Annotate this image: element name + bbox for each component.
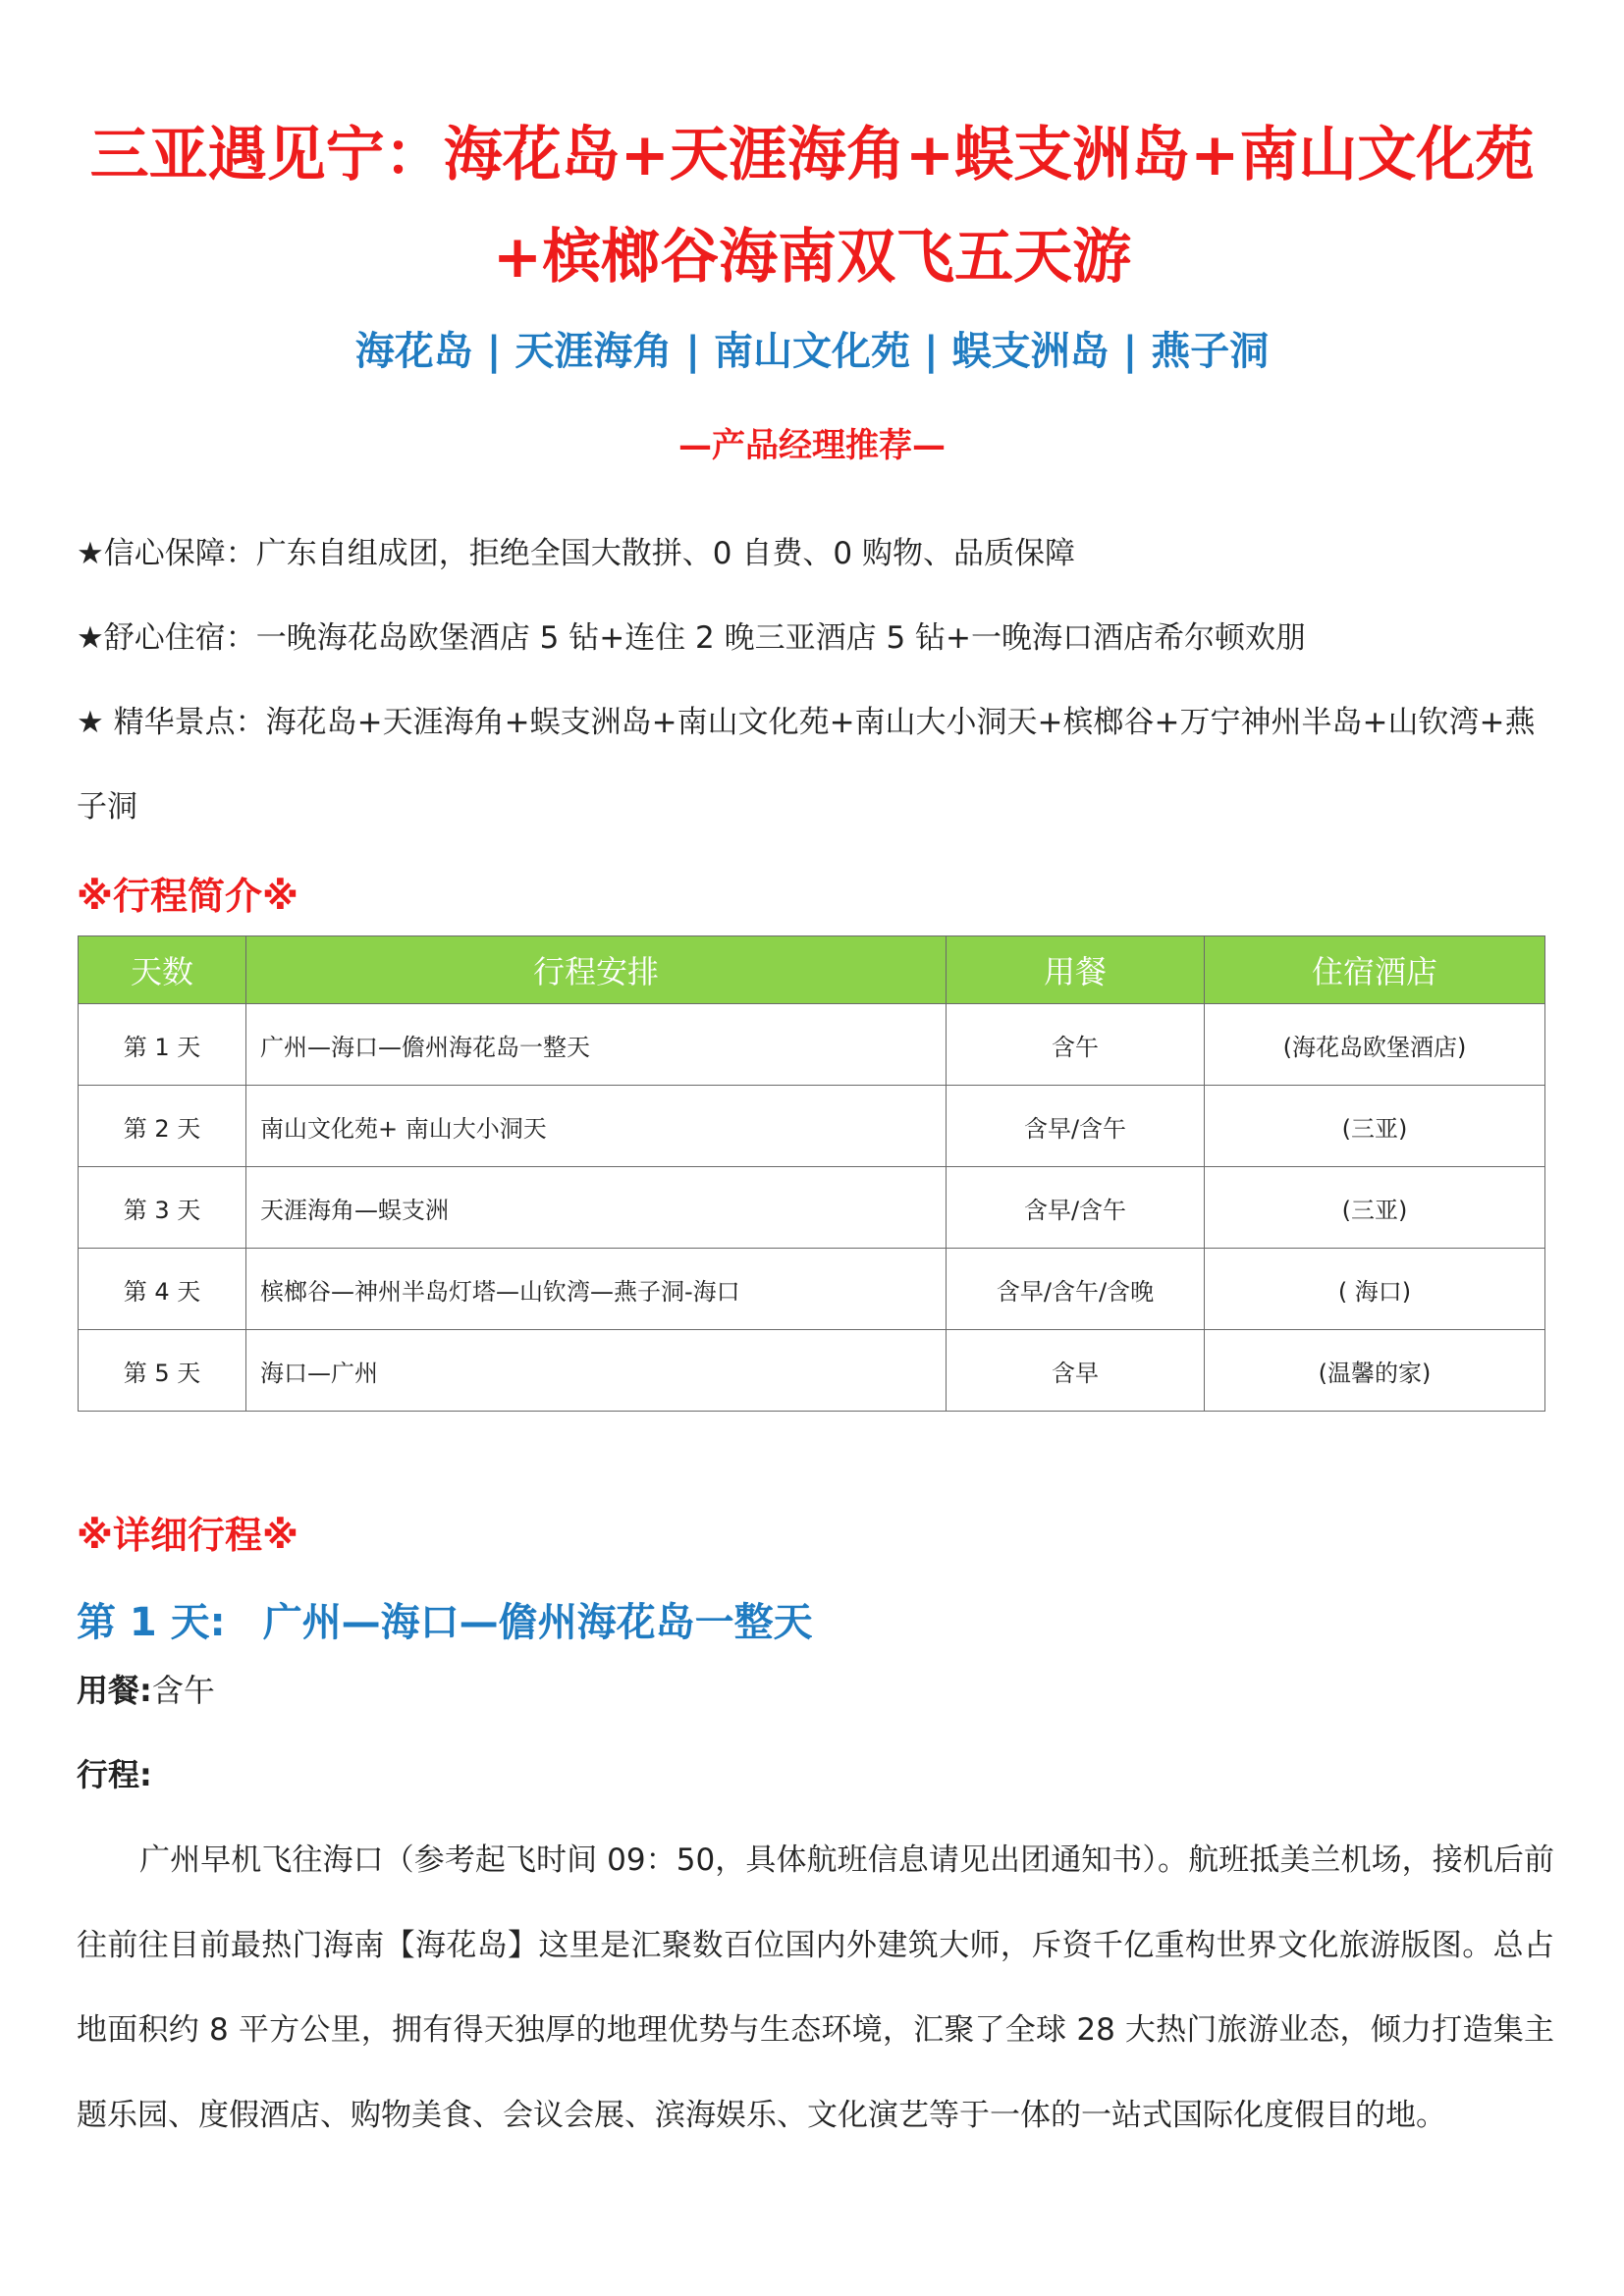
cell-route: 广州—海口—儋州海花岛一整天	[246, 1004, 947, 1086]
meal-label: 用餐:	[77, 1672, 152, 1709]
spot-separator: |	[924, 329, 939, 374]
page-title-line-1: 三亚遇见宁：海花岛+天涯海角+蜈支洲岛+南山文化苑	[89, 121, 1535, 189]
table-row	[79, 1249, 1545, 1330]
table-row	[79, 1086, 1545, 1167]
cell-day: 第 1 天	[79, 1004, 246, 1086]
cell-meals: 含早/含午/含晚	[947, 1249, 1205, 1330]
section-detail-heading: ※详细行程※	[77, 1514, 298, 1557]
header-day: 天数	[79, 936, 246, 1004]
section-summary-heading: ※行程简介※	[77, 875, 298, 918]
page-title-line-2: +槟榔谷海南双飞五天游	[492, 223, 1132, 292]
cell-meals: 含早/含午	[947, 1086, 1205, 1167]
spot-separator: |	[685, 329, 700, 374]
spot-separator: |	[1122, 329, 1138, 374]
cell-hotel: (海花岛欧堡酒店)	[1205, 1004, 1545, 1086]
itinerary-summary-table	[78, 935, 1545, 1412]
header-meals: 用餐	[947, 936, 1205, 1004]
cell-meals: 含早	[947, 1330, 1205, 1412]
cell-hotel: ( 海口)	[1205, 1249, 1545, 1330]
table-row	[79, 1004, 1545, 1086]
spot-separator: |	[486, 329, 502, 374]
cell-day: 第 5 天	[79, 1330, 246, 1412]
cell-route: 南山文化苑+ 南山大小洞天	[246, 1086, 947, 1167]
spot-5: 燕子洞	[1151, 329, 1270, 374]
spot-1: 海花岛	[354, 329, 473, 374]
table-row	[79, 1167, 1545, 1249]
cell-hotel: (温馨的家)	[1205, 1330, 1545, 1412]
header-hotel: 住宿酒店	[1205, 936, 1545, 1004]
header-route: 行程安排	[246, 936, 947, 1004]
cell-hotel: (三亚)	[1205, 1086, 1545, 1167]
cell-day: 第 3 天	[79, 1167, 246, 1249]
bullet-accommodation: ★舒心住宿：一晚海花岛欧堡酒店 5 钻+连住 2 晚三亚酒店 5 钻+一晚海口酒店希尔顿欢朋	[77, 620, 1307, 656]
product-manager-recommend: —产品经理推荐—	[678, 426, 946, 465]
cell-route: 海口—广州	[246, 1330, 947, 1412]
cell-day: 第 4 天	[79, 1249, 246, 1330]
day-1-heading	[77, 1591, 813, 1654]
spot-4: 蜈支洲岛	[951, 329, 1110, 374]
day-1-label: 第 1 天:	[77, 1600, 226, 1645]
day-1-meals	[77, 1663, 215, 1718]
table-header-row	[79, 936, 1545, 1004]
cell-day: 第 2 天	[79, 1086, 246, 1167]
cell-route: 天涯海角—蜈支洲	[246, 1167, 947, 1249]
bullet-guarantee: ★信心保障：广东自组成团，拒绝全国大散拼、0 自费、0 购物、品质保障	[77, 536, 1075, 571]
cell-meals: 含午	[947, 1004, 1205, 1086]
cell-hotel: (三亚)	[1205, 1167, 1545, 1249]
bullet-attractions: ★ 精华景点：海花岛+天涯海角+蜈支洲岛+南山文化苑+南山大小洞天+槟榔谷+万宁神州半岛+山钦湾+燕子洞	[77, 705, 1536, 825]
day-1-paragraph: 广州早机飞往海口（参考起飞时间 09：50，具体航班信息请见出团通知书）。航班抵美兰机场，接机后前往前往目前最热门海南【海花岛】这里是汇聚数百位国内外建筑大师，斥资千亿重构世界文化旅游版图。总占地面积约 8 平方公里，拥有得天独厚的地理优势与生态环境，汇聚了全球 28 大热门旅游业态，倾力打造集主题乐园、度假酒店、购物美食、会议会展、滨海娱乐、文化演艺等于一体的一站式国际化度假目的地。	[77, 1842, 1554, 2133]
day-1-itinerary-label: 行程:	[77, 1756, 152, 1793]
spot-3: 南山文化苑	[714, 329, 910, 374]
cell-route: 槟榔谷—神州半岛灯塔—山钦湾—燕子洞-海口	[246, 1249, 947, 1330]
highlight-spots	[0, 317, 1624, 386]
cell-meals: 含早/含午	[947, 1167, 1205, 1249]
day-1-route: 广州—海口—儋州海花岛一整天	[262, 1600, 813, 1645]
meal-value: 含午	[151, 1672, 215, 1709]
spot-2: 天涯海角	[514, 329, 673, 374]
table-row	[79, 1330, 1545, 1412]
